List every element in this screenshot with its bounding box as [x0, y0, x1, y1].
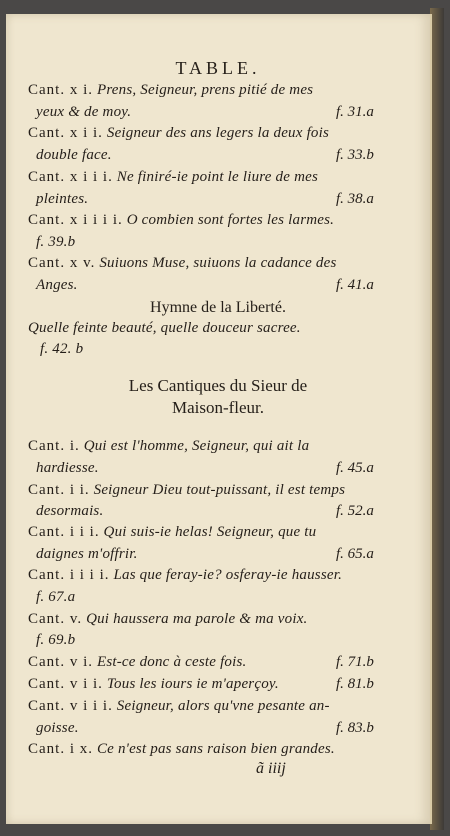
section2-title-line1: Les Cantiques du Sieur de	[128, 376, 308, 395]
entry-cantique-3-cont: daignes m'offrir.	[36, 546, 138, 562]
entry-cant-13-folio: f. 38.a	[336, 191, 374, 207]
entry-cantique-5: Cant. v. Qui haussera ma parole & ma voix.	[28, 611, 308, 627]
entry-cantique-4: Cant. i i i i. Las que feray-ie? osferay-ie hausser.	[28, 567, 343, 583]
entry-cant-14: Cant. x i i i i. O combien sont fortes les larmes.	[28, 212, 335, 228]
hymne-folio: f. 42. b	[40, 341, 84, 357]
entry-cant-11: Cant. x i. Prens, Seigneur, prens pitié de mes	[28, 82, 314, 98]
entry-cant-13-cont: pleintes.	[36, 191, 89, 207]
section2-title-line2: Maison-fleur.	[171, 398, 265, 417]
entry-cantique-1-cont: hardiesse.	[36, 460, 99, 476]
entry-cantique-2-folio: f. 52.a	[336, 503, 374, 519]
entry-cant-11-folio: f. 31.a	[336, 104, 374, 120]
entry-cantique-2: Cant. i i. Seigneur Dieu tout-puissant, il est temps	[28, 482, 346, 498]
entry-cantique-7: Cant. v i i. Tous les iours ie m'aperçoy.	[28, 676, 279, 692]
entry-cantique-9: Cant. i x. Ce n'est pas sans raison bien grandes.	[28, 741, 335, 757]
entry-cantique-1: Cant. i. Qui est l'homme, Seigneur, qui ait la	[28, 438, 310, 454]
entry-cantique-8-cont: goisse.	[36, 720, 79, 736]
entry-cant-13: Cant. x i i i. Ne finiré-ie point le liure de mes	[28, 169, 318, 185]
hymne-title: Hymne de la Liberté.	[150, 299, 286, 316]
entry-cant-14-cont: f. 39.b	[36, 234, 76, 250]
entry-cant-15: Cant. x v. Suiuons Muse, suiuons la cadance des	[28, 255, 337, 271]
page-header: TABLE.	[175, 58, 261, 78]
entry-cantique-3: Cant. i i i. Qui suis-ie helas! Seigneur, que tu	[28, 524, 317, 540]
entry-cantique-8-folio: f. 83.b	[336, 720, 374, 736]
hymne-entry: Quelle feinte beauté, quelle douceur sacree.	[28, 320, 301, 336]
entry-cantique-5-cont: f. 69.b	[36, 632, 76, 648]
entry-cantique-4-cont: f. 67.a	[36, 589, 76, 605]
entry-cant-12: Cant. x i i. Seigneur des ans legers la deux fois	[28, 125, 330, 141]
entry-cantique-6-folio: f. 71.b	[336, 654, 374, 670]
entry-cantique-7-folio: f. 81.b	[336, 676, 374, 692]
entry-cant-11-cont: yeux & de moy.	[36, 104, 132, 120]
entry-cantique-3-folio: f. 65.a	[336, 546, 374, 562]
entry-cant-12-cont: double face.	[36, 147, 112, 163]
signature-mark: ã iiij	[256, 760, 286, 777]
entry-cantique-6: Cant. v i. Est-ce donc à ceste fois.	[28, 654, 247, 670]
entry-cant-15-folio: f. 41.a	[336, 277, 374, 293]
entry-cant-12-folio: f. 33.b	[336, 147, 374, 163]
book-spine-edge	[430, 8, 444, 830]
entry-cantique-2-cont: desormais.	[36, 503, 104, 519]
book-page	[6, 14, 432, 824]
entry-cantique-8: Cant. v i i i. Seigneur, alors qu'vne pesante an-	[28, 698, 330, 714]
entry-cantique-1-folio: f. 45.a	[336, 460, 374, 476]
entry-cant-15-cont: Anges.	[36, 277, 78, 293]
